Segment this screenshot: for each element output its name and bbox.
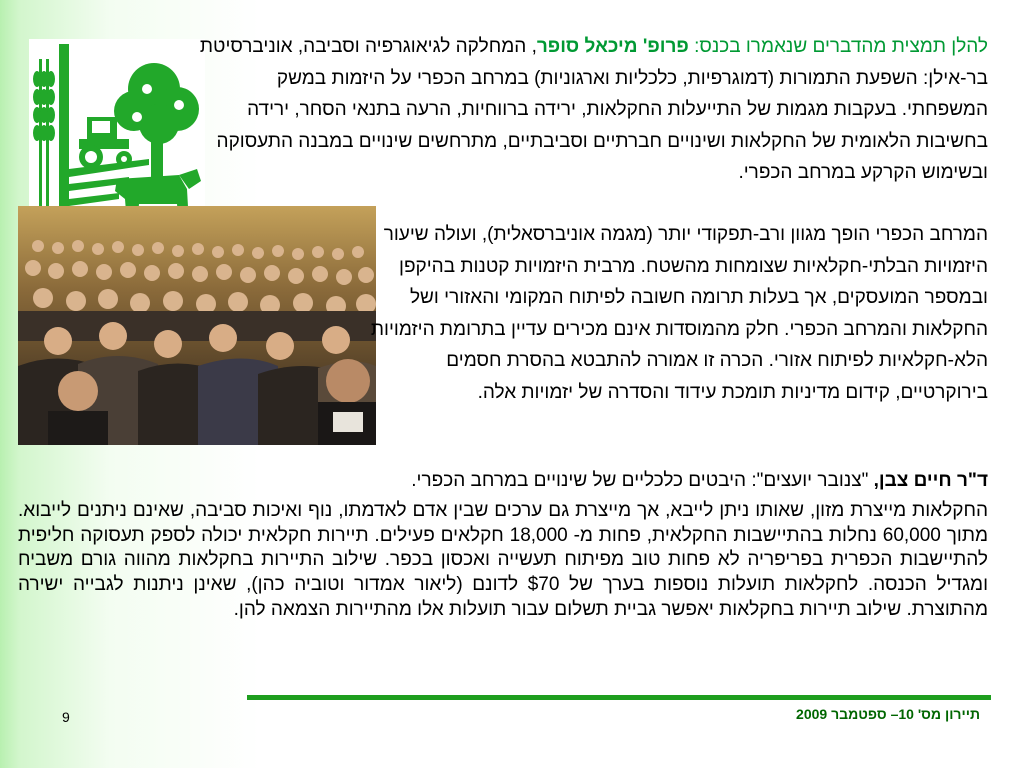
tree-icon [114,63,199,189]
speaker-topic-2: "צנובר יועצים": היבטים כלכליים של שינויים במרחב הכפרי. [411,470,874,491]
audience-image [18,206,376,445]
intro-paragraph [188,31,988,189]
speaker-name-1: פרופ' מיכאל סופר [536,36,689,57]
speaker-name-2: ד"ר חיים צבן, [873,470,988,491]
footer-divider [247,695,991,700]
intro-lead: להלן תמצית מהדברים שנאמרו בכנס: [688,36,988,57]
rural-paragraph [368,219,988,408]
page-number: 9 [62,709,70,725]
economics-body: החקלאות מייצרת מזון, שאותו ניתן לייבא, אך מייצרת גם ערכים שבין אדם לאדמתו, נוף ואיכות סביבה, שאינם ניתנים לייבוא. מתוך 60,000 נחלות בהתיישבות החקלאית, פחות מ- 18,000 חקלאים פעילים. תיירות חקלאית יכולה לספק תעסוקה חליפית להתיישבות הכפרית בפריפריה לא פחות טוב מפיתוח תעשייה ואכסון בכפר. שילוב התיירות בחקלאות מהווה גורם משביח ומגדיל הכנסה. לחקלאות תועלות נוספות בערך של $70 לדונם (ליאור אמדור וטוביה כהן), שאינן ניתנות לגבייה ישירה מהתוצרת. שילוב תיירות בחקלאות יאפשר גביית תשלום עבור תועלות אלו מהתיירות הצמאה להן. [18,500,988,620]
footer-issue: תיירון מס' 10– ספטמבר 2009 [796,706,980,722]
economics-paragraph [18,499,988,623]
conference-photo [18,206,376,445]
rural-body: המרחב הכפרי הופך מגוון ורב-תפקודי יותר (מגמה אוניברסאלית), ועולה שיעור היזמויות הבלתי-חקלאיות שצומחות מהשטח. מרבית היזמויות קטנות בהיקפן ובמספר המועסקים, אך בעלות תרומה חשובה לפיתוח המקומי והאזורי ושל החקלאות והמרחב הכפרי. חלק מהמוסדות אינם מכירים עדיין בתרומת היזמויות הלא-חקלאיות לפיתוח אזורי. הכרה זו אמורה להתבטא בהסרת חסמים בירוקרטיים, קידום מדיניות תומכת עידוד והסדרה של יזמויות אלה. [370,224,988,403]
wheat-icon [33,44,69,229]
intro-body: , המחלקה לגיאוגרפיה וסביבה, אוניברסיטת בר-אילן: השפעת התמורות (דמוגרפיות, כלכליות וארגוניות) במרחב הכפרי על היזמות במשק המשפחתי. בעקבות מגמות של התייעלות החקלאות, ירידה ברווחיות, הרעה בתנאי הסחר, ירידה בחשיבות הלאומית של החקלאות ושינויים חברתיים וסביבתיים, מתרחשים שינויים במבנה התעסוקה ובשימוש הקרקע במרחב הכפרי. [199,36,988,183]
speaker-line-2 [28,465,988,497]
